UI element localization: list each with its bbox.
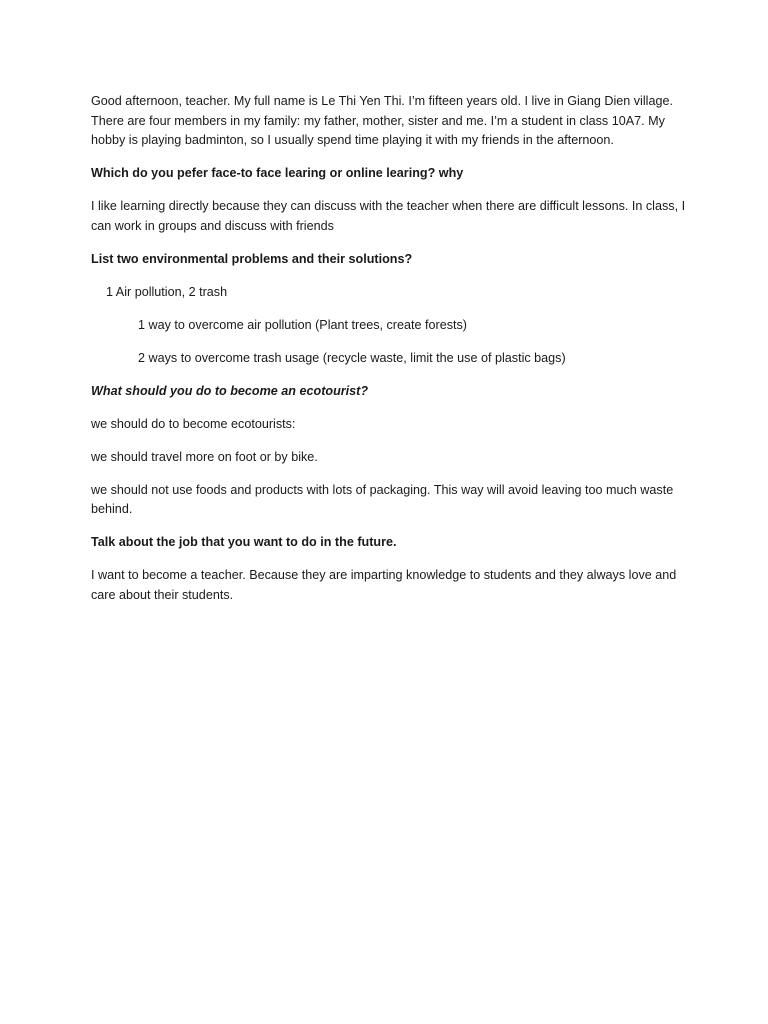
document-page (91, 92, 691, 619)
intro-paragraph: Good afternoon, teacher. My full name is Le Thi Yen Thi. I’m fifteen years old. I live in Giang Dien village. There are four members in my family: my father, mother, sister and me. I’m a student in class 10A7. My hobby is playing badminton, so I usually spend time playing it with my friends in the afternoon. (91, 94, 673, 147)
question-future-job: Talk about the job that you want to do in the future. (91, 535, 397, 549)
question-environment-problems: List two environmental problems and their solutions? (91, 251, 413, 266)
answer-problems-list: 1 Air pollution, 2 trash (106, 284, 228, 299)
answer-future-job: I want to become a teacher. Because they are imparting knowledge to students and they always love and care about their students. (91, 568, 677, 602)
answer-ecotourist-packaging: we should not use foods and products with lots of packaging. This way will avoid leaving too much waste behind. (91, 482, 674, 516)
question-ecotourist: What should you do to become an ecotourist? (91, 383, 369, 398)
answer-solution-air: 1 way to overcome air pollution (Plant trees, create forests) (138, 317, 467, 332)
question-learning-preference: Which do you pefer face-to face learing or online learing? why (91, 166, 464, 180)
answer-learning-preference: I like learning directly because they can discuss with the teacher when there are difficult lessons. In class, I can work in groups and discuss with friends (91, 199, 686, 233)
answer-ecotourist-travel: we should travel more on foot or by bike. (91, 449, 318, 464)
answer-ecotourist-intro: we should do to become ecotourists: (91, 416, 296, 431)
answer-solution-trash: 2 ways to overcome trash usage (recycle waste, limit the use of plastic bags) (138, 350, 566, 365)
